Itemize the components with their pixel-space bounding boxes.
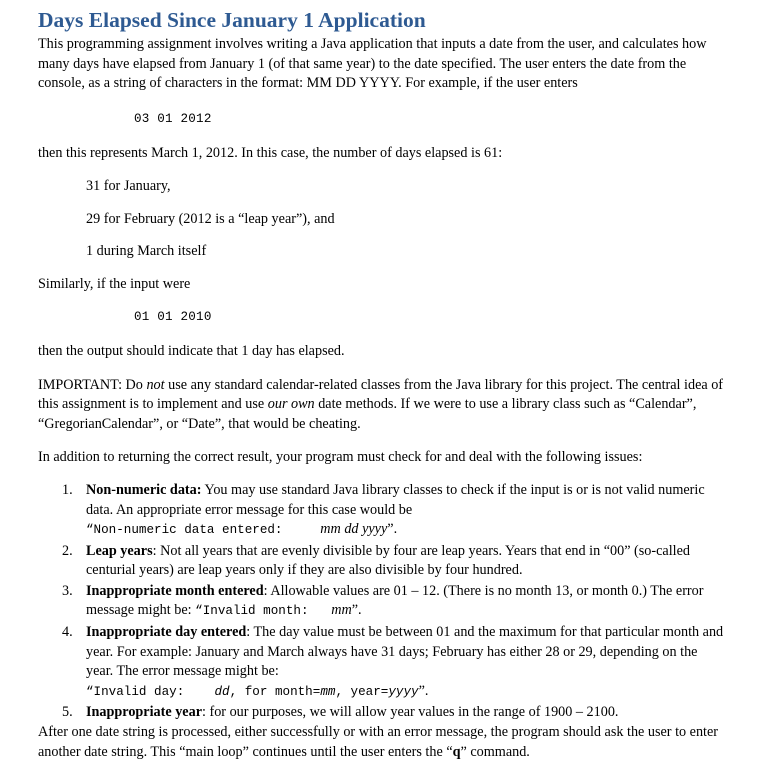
issue-error-message: “Non-numeric data entered:	[86, 523, 283, 538]
issue-text: You may use standard Java library classes to check if the input is or is not valid numeric data. An appropriate error message for this case would be	[86, 481, 705, 518]
issue-item-2	[38, 542, 728, 581]
example-input-1-text: 03 01 2012	[134, 111, 212, 126]
important-prefix: IMPORTANT: Do	[38, 376, 147, 393]
important-not: not	[146, 376, 165, 393]
issue-error-placeholder: mm	[331, 602, 352, 619]
document-page	[38, 6, 728, 762]
issue-text: : Not all years that are evenly divisible by four are leap years. Years that end in “00” (so-called centurial years) are leap years only if they are also divisible by four hundred.	[86, 542, 690, 579]
example-input-2	[38, 307, 728, 328]
issue-item-4	[38, 623, 728, 702]
important-paragraph	[38, 376, 728, 435]
issue-error-end: ”.	[387, 521, 398, 538]
issue-item-5	[38, 703, 728, 723]
important-suffix: date methods. If we were to use a library class such as “Calendar”, “GregorianCalendar”, or “Date”, that would be cheating.	[38, 396, 697, 432]
explanation-paragraph: then this represents March 1, 2012. In this case, the number of days elapsed is 61:	[38, 145, 503, 162]
issues-list	[38, 481, 728, 723]
issue-error-end: ”.	[418, 682, 429, 699]
issue-heading: Inappropriate year	[86, 704, 202, 721]
issue-error-placeholder: mm	[320, 684, 336, 699]
issue-text: : for our purposes, we will allow year values in the range of 1900 – 2100.	[202, 704, 619, 721]
important-our-own: our own	[267, 396, 315, 413]
issue-number: 4.	[62, 624, 73, 641]
issue-error-placeholder: dd	[214, 684, 230, 699]
quit-command: q	[452, 743, 461, 760]
issue-number: 2.	[62, 542, 73, 559]
issue-text: : Allowable values are 01 – 12. (There is no month 13, or month 0.) The error message might be:	[86, 582, 704, 619]
example-input-2-text: 01 01 2010	[134, 310, 212, 325]
issue-number: 1.	[62, 481, 73, 498]
page-title: Days Elapsed Since January 1 Application	[38, 8, 426, 32]
issue-heading: Non-numeric data:	[86, 481, 202, 498]
output-paragraph: then the output should indicate that 1 day has elapsed.	[38, 342, 345, 359]
issue-text: : The day value must be between 01 and the maximum for that particular month and year. For example: January and March always have 31 days; February has either 28 or 29, depending on the year. The error message might be:	[86, 624, 724, 680]
issue-error-mid: , year=	[335, 684, 389, 699]
issue-error-message: “Invalid day:	[86, 684, 185, 699]
issue-error-mid: , for month=	[229, 684, 321, 699]
issue-number: 3.	[62, 582, 73, 599]
addition-paragraph: In addition to returning the correct result, your program must check for and deal with the following issues:	[38, 449, 643, 466]
closing-paragraph	[38, 723, 728, 762]
issue-item-3	[38, 582, 728, 622]
similarly-paragraph: Similarly, if the input were	[38, 275, 191, 292]
issue-number: 5.	[62, 704, 73, 721]
issue-heading: Inappropriate month entered	[86, 582, 264, 599]
issue-error-end: ”.	[351, 602, 362, 619]
issue-error-placeholder: yyyy	[388, 684, 419, 699]
issue-item-1	[38, 481, 728, 541]
breakdown-item: 31 for January,	[86, 177, 171, 194]
closing-end: ” command.	[460, 743, 530, 760]
issue-error-placeholder: mm dd yyyy	[320, 521, 388, 538]
intro-paragraph: This programming assignment involves writing a Java application that inputs a date from the user, and calculates how many days have elapsed from January 1 (of that same year) to the date specified. The user enters the date from the console, as a string of characters in the format: MM DD YYYY. For example, if the user enters	[38, 36, 707, 92]
issue-heading: Leap years	[86, 542, 153, 559]
closing-text: After one date string is processed, either successfully or with an error message, the program should ask the user to enter another date string. This “main loop” continues until the user enters the “	[38, 724, 719, 760]
breakdown-item: 1 during March itself	[86, 243, 207, 260]
breakdown-item: 29 for February (2012 is a “leap year”), and	[86, 210, 335, 227]
important-mid: use any standard calendar-related classes from the Java library for this project. The central idea of this assignment is to implement and use	[38, 376, 724, 413]
issue-heading: Inappropriate day entered	[86, 624, 247, 641]
issue-error-message: “Invalid month:	[195, 604, 309, 619]
example-input-1	[38, 109, 728, 130]
